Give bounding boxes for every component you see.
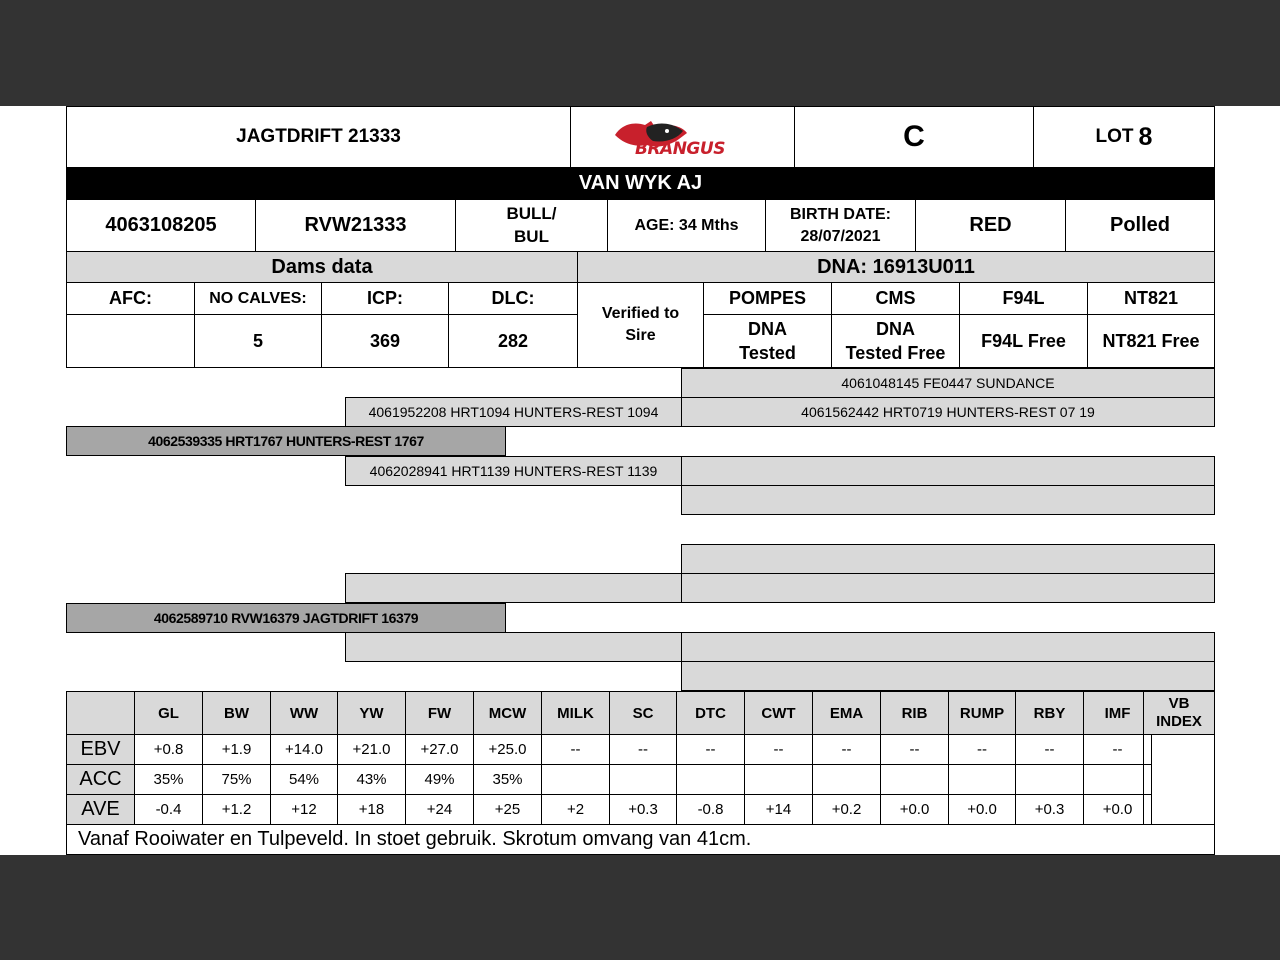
ebv-column-header: DTC (676, 691, 745, 735)
ebv-cell: +0.2 (812, 794, 881, 825)
ebv-cell: -- (880, 734, 949, 765)
ebv-column-header: SC (609, 691, 677, 735)
afc-header: AFC: (66, 282, 195, 315)
ebv-cell: +0.0 (880, 794, 949, 825)
ebv-cell (812, 764, 881, 795)
ebv-column-header: YW (337, 691, 406, 735)
dlc-header: DLC: (448, 282, 578, 315)
ebv-cell (948, 764, 1016, 795)
brangus-logo (607, 115, 755, 161)
afc-value (66, 314, 195, 368)
ebv-cell (880, 764, 949, 795)
owner-name: VAN WYK AJ (66, 167, 1215, 200)
lot-label: LOT (1095, 126, 1134, 147)
ebv-cell: +18 (337, 794, 406, 825)
dams-data-title: Dams data (66, 251, 578, 283)
dna-test-name: F94L (959, 282, 1088, 315)
ebv-cell: +1.2 (202, 794, 271, 825)
ebv-cell: -- (1083, 734, 1152, 765)
ebv-cell: 75% (202, 764, 271, 795)
ebv-cell: -- (609, 734, 677, 765)
no-calves-header: NO CALVES: (194, 282, 322, 315)
ebv-row-label: EBV (66, 734, 135, 765)
pedigree-dam-dam-dam (681, 661, 1215, 691)
pedigree-dam-sire-dam (681, 573, 1215, 603)
pedigree-sire-dam: 4062028941 HRT1139 HUNTERS-REST 1139 (345, 456, 682, 486)
id-number: 4063108205 (66, 199, 256, 252)
vb-index-value (1143, 734, 1215, 825)
logo-wordmark: BRANGUS (635, 139, 725, 159)
comments: Vanaf Rooiwater en Tulpeveld. In stoet gebruik. Skrotum omvang van 41cm. (66, 824, 1215, 855)
ebv-cell: -- (676, 734, 745, 765)
pedigree-sire: 4062539335 HRT1767 HUNTERS-REST 1767 (66, 426, 506, 456)
colour: RED (915, 199, 1066, 252)
ebv-cell: +0.3 (1015, 794, 1084, 825)
ebv-cell: -- (812, 734, 881, 765)
ebv-cell (609, 764, 677, 795)
ebv-cell: +0.3 (609, 794, 677, 825)
ebv-column-header: RBY (1015, 691, 1084, 735)
ebv-cell: -- (948, 734, 1016, 765)
lot-cell (1033, 106, 1215, 168)
ebv-column-header: MCW (473, 691, 542, 735)
ebv-column-header: CWT (744, 691, 813, 735)
lot-number: 8 (1138, 122, 1153, 151)
ebv-cell: +0.0 (948, 794, 1016, 825)
dna-title: DNA: 16913U011 (577, 251, 1215, 283)
ebv-column-header: RUMP (948, 691, 1016, 735)
birth-date: BIRTH DATE: 28/07/2021 (765, 199, 916, 252)
dna-test-result: DNA Tested Free (831, 314, 960, 368)
ebv-cell: +0.0 (1083, 794, 1152, 825)
ebv-column-header: IMF (1083, 691, 1152, 735)
ebv-cell (676, 764, 745, 795)
ebv-cell (1083, 764, 1152, 795)
ebv-cell: +25.0 (473, 734, 542, 765)
dna-test-name: NT821 (1087, 282, 1215, 315)
ebv-cell: +2 (541, 794, 610, 825)
ebv-cell: -0.8 (676, 794, 745, 825)
ebv-cell (744, 764, 813, 795)
sex: BULL/ BUL (455, 199, 608, 252)
ebv-cell: 43% (337, 764, 406, 795)
age: AGE: 34 Mths (607, 199, 766, 252)
ebv-cell: 54% (270, 764, 338, 795)
ebv-cell: +12 (270, 794, 338, 825)
ebv-cell: +21.0 (337, 734, 406, 765)
ebv-cell: +1.9 (202, 734, 271, 765)
pedigree-dam-sire-sire (681, 544, 1215, 574)
ebv-column-header: FW (405, 691, 474, 735)
ebv-column-header: MILK (541, 691, 610, 735)
ebv-column-header: RIB (880, 691, 949, 735)
horn-status: Polled (1065, 199, 1215, 252)
ebv-corner-cell (66, 691, 135, 735)
no-calves-value: 5 (194, 314, 322, 368)
ebv-cell: -- (541, 734, 610, 765)
pedigree-dam-dam (345, 632, 682, 662)
icp-value: 369 (321, 314, 449, 368)
pedigree-sire-dam-dam (681, 485, 1215, 515)
icp-header: ICP: (321, 282, 449, 315)
dna-test-result: F94L Free (959, 314, 1088, 368)
ebv-cell: +14 (744, 794, 813, 825)
ebv-cell: 35% (473, 764, 542, 795)
grade: C (794, 106, 1034, 168)
pedigree-dam-dam-sire (681, 632, 1215, 662)
ebv-column-header: WW (270, 691, 338, 735)
ebv-cell: 49% (405, 764, 474, 795)
verified-to-sire: Verified to Sire (577, 282, 704, 368)
ebv-row-label: AVE (66, 794, 135, 825)
ebv-cell: 35% (134, 764, 203, 795)
ebv-cell (1015, 764, 1084, 795)
ebv-cell: +25 (473, 794, 542, 825)
dna-test-name: POMPES (703, 282, 832, 315)
pedigree-dam-sire (345, 573, 682, 603)
dna-test-result: NT821 Free (1087, 314, 1215, 368)
ebv-cell (541, 764, 610, 795)
pedigree-sire-sire-dam: 4061562442 HRT0719 HUNTERS-REST 07 19 (681, 397, 1215, 427)
dna-test-name: CMS (831, 282, 960, 315)
ebv-column-header: BW (202, 691, 271, 735)
animal-name: JAGTDRIFT 21333 (66, 106, 571, 168)
ebv-cell: +14.0 (270, 734, 338, 765)
ebv-column-header: EMA (812, 691, 881, 735)
ebv-cell: +27.0 (405, 734, 474, 765)
reg-code: RVW21333 (255, 199, 456, 252)
pedigree-sire-dam-sire (681, 456, 1215, 486)
pedigree-sire-sire: 4061952208 HRT1094 HUNTERS-REST 1094 (345, 397, 682, 427)
ebv-cell: +0.8 (134, 734, 203, 765)
vb-index-header: VB INDEX (1143, 691, 1215, 735)
ebv-cell: -0.4 (134, 794, 203, 825)
ebv-cell: -- (744, 734, 813, 765)
ebv-row-label: ACC (66, 764, 135, 795)
ebv-cell: +24 (405, 794, 474, 825)
ebv-column-header: GL (134, 691, 203, 735)
dlc-value: 282 (448, 314, 578, 368)
pedigree-sire-sire-sire: 4061048145 FE0447 SUNDANCE (681, 368, 1215, 398)
ebv-cell: -- (1015, 734, 1084, 765)
pedigree-dam: 4062589710 RVW16379 JAGTDRIFT 16379 (66, 603, 506, 633)
dna-test-result: DNA Tested (703, 314, 832, 368)
